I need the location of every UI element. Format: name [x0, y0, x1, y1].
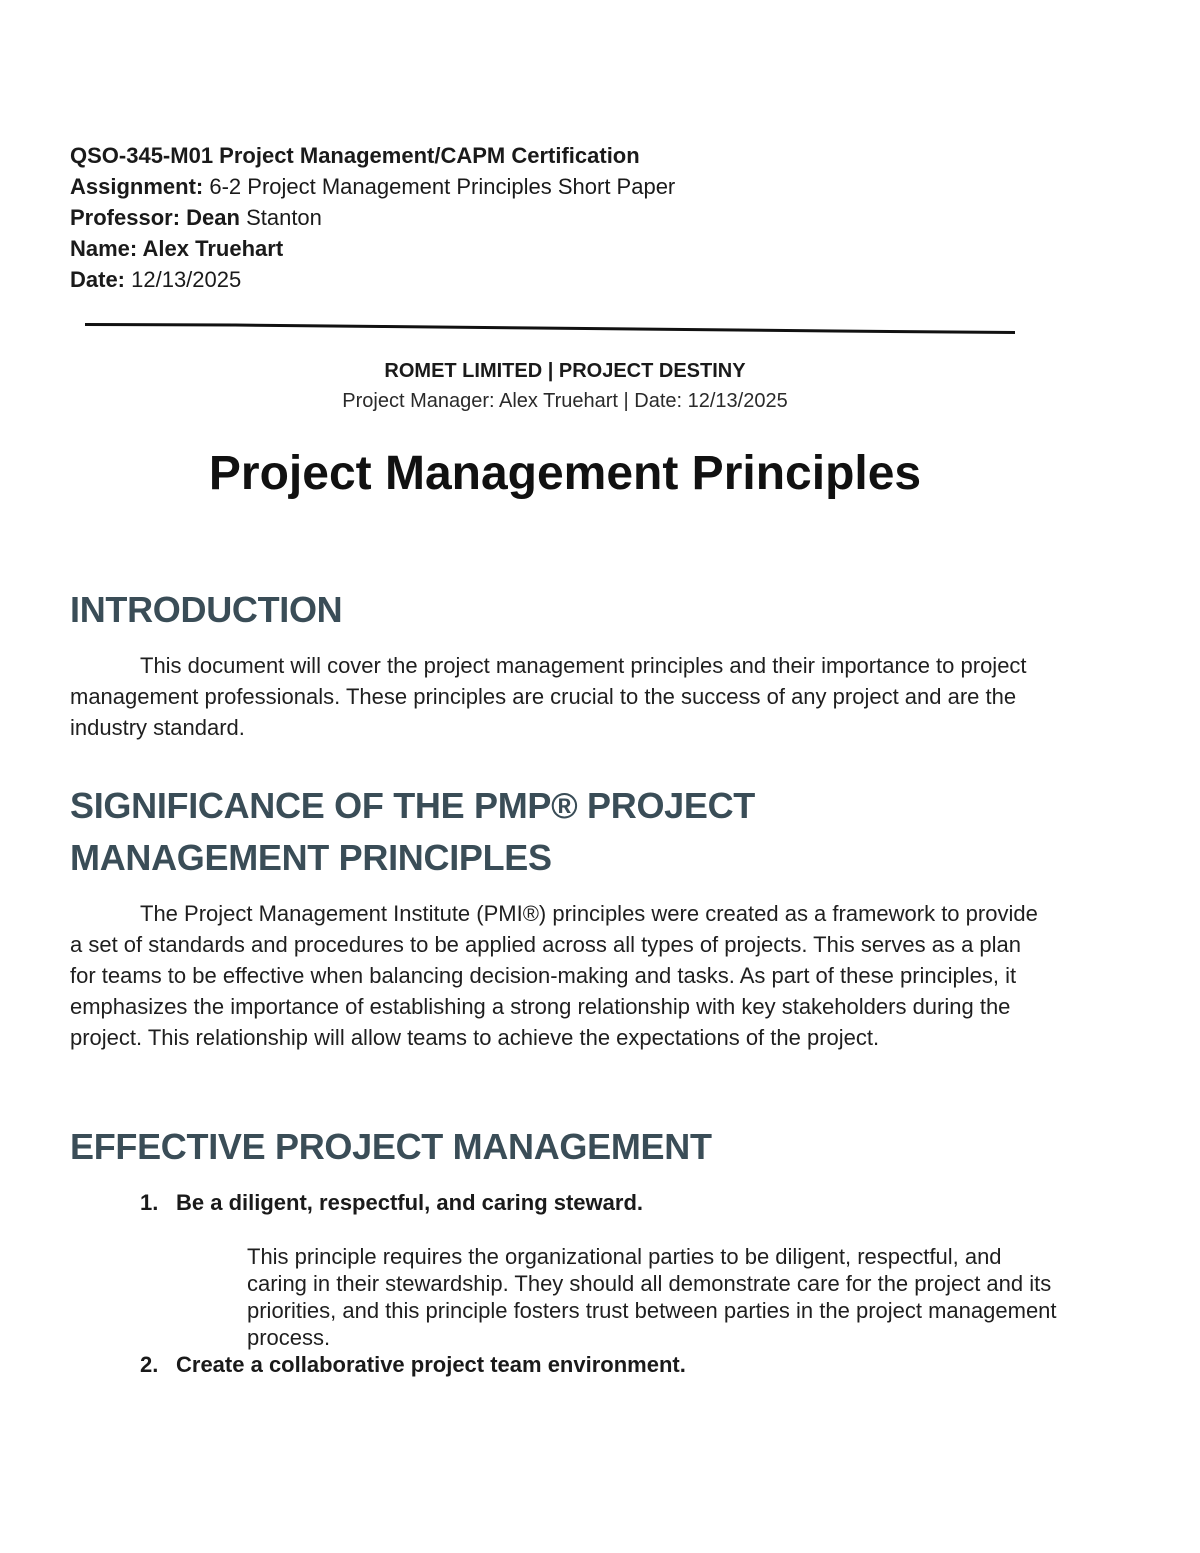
professor-line [70, 202, 675, 233]
date-line [70, 264, 675, 295]
list-number: 2. [140, 1352, 159, 1377]
principle-1-description: This principle requires the organizational parties to be diligent, respectful, and caring in their stewardship. They should all demonstrate care for the project and its priorities, and this principle fosters trust between parties in the project management process. [247, 1244, 1057, 1350]
company-project-banner: ROMET LIMITED | PROJECT DESTINY [384, 360, 746, 382]
list-item-principle-2 [140, 1350, 686, 1380]
significance-paragraph: The Project Management Institute (PMI®) principles were created as a framework to provide a set of standards and procedures to be applied across all types of projects. This serves as a plan for teams to be effective when balancing decision-making and tasks. As part of these principles, it emphasizes the importance of establishing a strong relationship with key stakeholders during the project. This relationship will allow teams to achieve the expectations of the project. [70, 901, 1038, 1050]
date-value: 12/13/2025 [125, 267, 242, 292]
date-label: Date: [70, 267, 126, 292]
document-title: Project Management Principles [208, 447, 922, 500]
introduction-paragraph: This document will cover the project management principles and their importance to project management professionals. These principles are crucial to the success of any project and are the industry standard. [70, 653, 1027, 740]
section-heading-effective-pm: EFFECTIVE PROJECT MANAGEMENT [70, 1126, 712, 1167]
header-block [70, 140, 675, 295]
student-name: Name: Alex Truehart [70, 236, 284, 261]
horizontal-rule [85, 320, 1015, 334]
professor-label: Professor: Dean [70, 205, 240, 230]
section-heading-introduction: INTRODUCTION [70, 589, 343, 630]
principle-title: Create a collaborative project team environment. [176, 1352, 686, 1377]
section-heading-significance-line1: SIGNIFICANCE OF THE PMP® PROJECT [70, 785, 755, 826]
course-title: QSO-345-M01 Project Management/CAPM Certification [70, 143, 640, 168]
assignment-line [70, 171, 675, 202]
list-item-principle-1 [140, 1188, 643, 1218]
section-heading-significance-line2: MANAGEMENT PRINCIPLES [70, 837, 552, 878]
principle-title: Be a diligent, respectful, and caring steward. [176, 1190, 644, 1215]
list-number: 1. [140, 1190, 159, 1215]
professor-value: Stanton [239, 205, 322, 230]
assignment-value: 6-2 Project Management Principles Short Paper [203, 174, 676, 199]
project-manager-line: Project Manager: Alex Truehart | Date: 12/13/2025 [342, 390, 788, 412]
assignment-label: Assignment: [70, 174, 204, 199]
